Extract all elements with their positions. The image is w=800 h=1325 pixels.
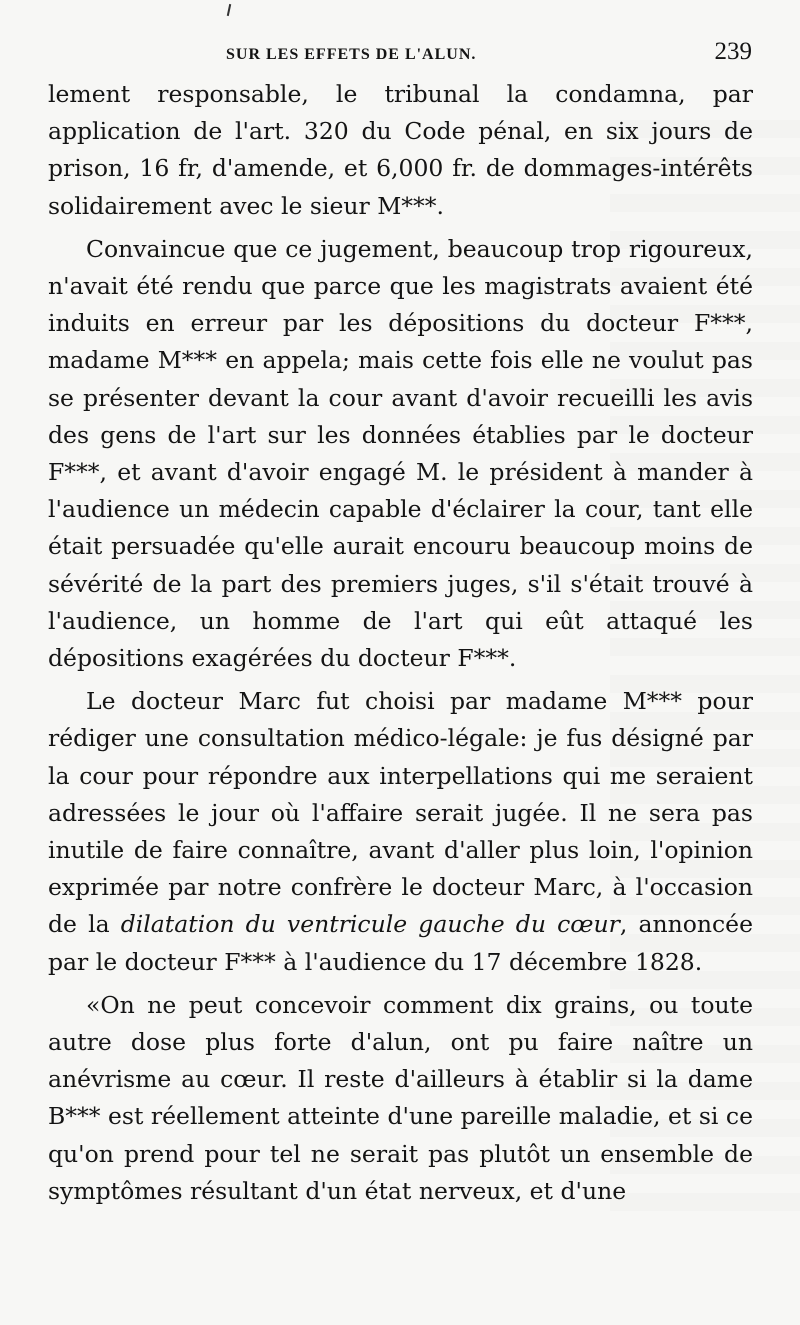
italic-phrase: dilatation du ventricule gauche du cœur: [120, 910, 620, 939]
paragraph-consultation-text-end: , annoncée par le docteur F*** à l'audience du 17 décembre 1828.: [48, 910, 753, 976]
ink-mark: [227, 4, 231, 16]
page-number: 239: [714, 38, 752, 65]
paragraph-appeal: Convaincue que ce jugement, beaucoup trop rigoureux, n'avait été rendu que parce que les magistrats avaient été induits en erreur par les dépositions du docteur F***, madame M*** en appela; mais cette fois elle ne voulut pas se présenter devant la cour avant d'avoir recueilli les avis des gens de l'art sur les données établies par le docteur F***, et avant d'avoir engagé M. le président à mander à l'audience un médecin capable d'éclairer la cour, tant elle était persuadée qu'elle aurait encouru beaucoup moins de sévérité de la part des premiers juges, s'il s'était trouvé à l'audience, un homme de l'art qui eût attaqué les dépositions exagérées du docteur F***.: [48, 234, 753, 673]
running-head: SUR LES EFFETS DE L'ALUN.: [226, 46, 477, 63]
paragraph-quote: «On ne peut concevoir comment dix grains, ou toute autre dose plus forte d'alun, ont pu faire naître un anévrisme au cœur. Il reste d'ailleurs à établir si la dame B*** est réellement atteinte d'une pareille maladie, et si ce qu'on prend pour tel ne serait pas plutôt un ensemble de symptômes résultant d'un état nerveux, et d'une: [48, 990, 753, 1205]
body-text: [48, 76, 753, 1210]
paragraph-continued: lement responsable, le tribunal la condamna, par application de l'art. 320 du Code pénal, en six jours de prison, 16 fr, d'amende, et 6,000 fr. de dommages-intérêts solidairement avec le sieur M***.: [48, 80, 753, 220]
paragraph-consultation: [48, 683, 753, 981]
page-header: [48, 38, 752, 78]
paragraph-consultation-text: Le docteur Marc fut choisi par madame M*** pour rédiger une consultation médico-légale: je fus désigné par la cour pour répondre aux interpellations qui me seraient adressées le jour où l'affaire serait jugée. Il ne sera pas inutile de faire connaître, avant d'aller plus loin, l'opinion exprimée par notre confrère le docteur Marc, à l'occasion de la: [48, 687, 753, 939]
